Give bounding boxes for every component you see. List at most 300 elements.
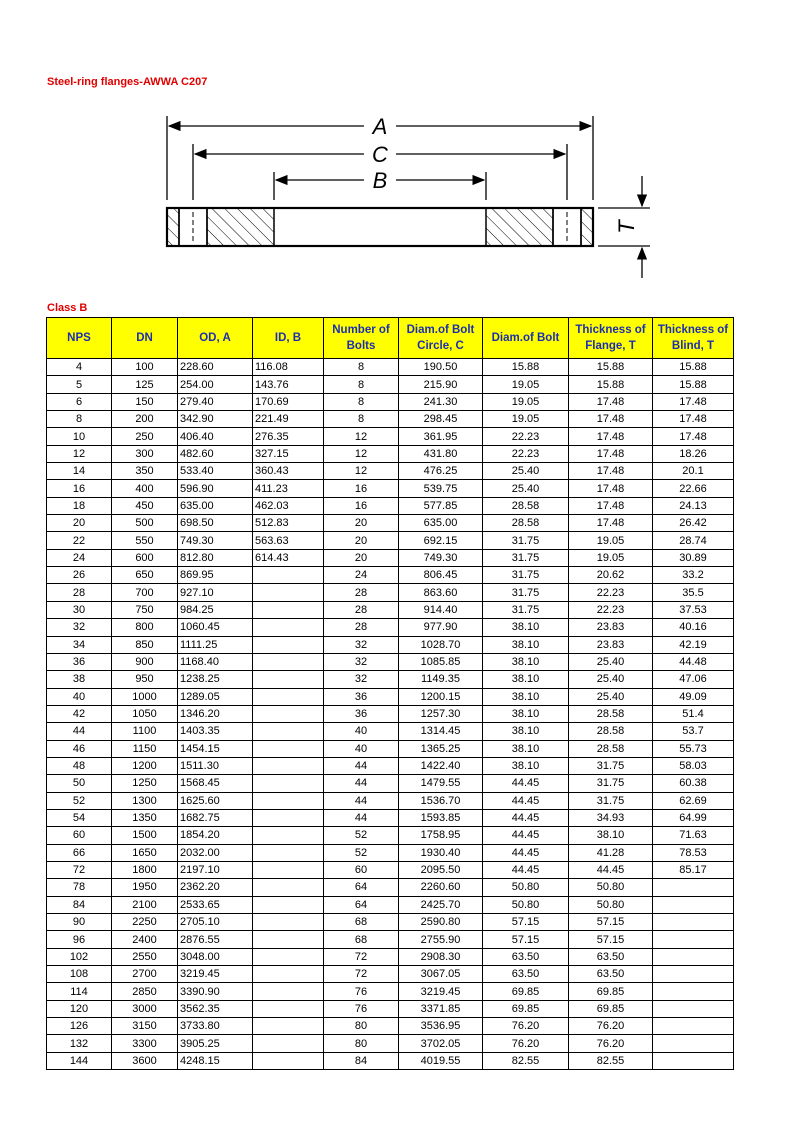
cell-od: 1682.75 (178, 809, 253, 826)
cell-bolts: 52 (324, 844, 399, 861)
cell-dn: 450 (112, 497, 178, 514)
cell-bolts: 28 (324, 619, 399, 636)
cell-dn: 650 (112, 567, 178, 584)
cell-dn: 800 (112, 619, 178, 636)
cell-bolts: 64 (324, 879, 399, 896)
cell-nps: 5 (47, 376, 112, 393)
cell-dn: 1300 (112, 792, 178, 809)
table-row (47, 896, 734, 913)
cell-od: 1238.25 (178, 671, 253, 688)
table-row (47, 671, 734, 688)
cell-bolt-diam: 38.10 (483, 740, 569, 757)
cell-flange-thickness: 34.93 (569, 809, 653, 826)
cell-bolt-circle: 1149.35 (399, 671, 483, 688)
cell-nps: 102 (47, 948, 112, 965)
cell-bolt-diam: 76.20 (483, 1018, 569, 1035)
cell-bolts: 8 (324, 376, 399, 393)
page-title: Steel-ring flanges-AWWA C207 (47, 76, 208, 88)
cell-bolts: 12 (324, 445, 399, 462)
cell-nps: 40 (47, 688, 112, 705)
cell-bolt-circle: 914.40 (399, 601, 483, 618)
cell-dn: 2700 (112, 966, 178, 983)
cell-blind-thickness: 47.06 (653, 671, 734, 688)
table-row (47, 792, 734, 809)
cell-dn: 1100 (112, 723, 178, 740)
cell-od: 3390.90 (178, 983, 253, 1000)
cell-bolt-circle: 1257.30 (399, 705, 483, 722)
cell-bolt-circle: 2755.90 (399, 931, 483, 948)
cell-bolt-diam: 28.58 (483, 515, 569, 532)
table-row (47, 931, 734, 948)
table-row (47, 532, 734, 549)
cell-bolt-circle: 361.95 (399, 428, 483, 445)
cell-bolt-diam: 44.45 (483, 861, 569, 878)
cell-od: 984.25 (178, 601, 253, 618)
cell-bolts: 44 (324, 757, 399, 774)
cell-nps: 90 (47, 914, 112, 931)
cell-bolt-diam: 44.45 (483, 827, 569, 844)
cell-nps: 114 (47, 983, 112, 1000)
cell-dn: 1950 (112, 879, 178, 896)
cell-bolt-diam: 28.58 (483, 497, 569, 514)
cell-dn: 1650 (112, 844, 178, 861)
cell-blind-thickness: 55.73 (653, 740, 734, 757)
cell-dn: 350 (112, 463, 178, 480)
cell-nps: 14 (47, 463, 112, 480)
cell-od: 2197.10 (178, 861, 253, 878)
cell-nps: 120 (47, 1000, 112, 1017)
cell-bolt-circle: 3702.05 (399, 1035, 483, 1052)
cell-id: 221.49 (253, 411, 324, 428)
cell-id (253, 636, 324, 653)
cell-dn: 550 (112, 532, 178, 549)
cell-flange-thickness: 23.83 (569, 619, 653, 636)
header-bolt-circle: Diam.of Bolt Circle, C (399, 318, 483, 359)
cell-dn: 250 (112, 428, 178, 445)
cell-flange-thickness: 28.58 (569, 705, 653, 722)
cell-bolts: 8 (324, 359, 399, 376)
cell-bolt-diam: 63.50 (483, 948, 569, 965)
cell-dn: 1800 (112, 861, 178, 878)
cell-id (253, 931, 324, 948)
cell-nps: 108 (47, 966, 112, 983)
header-bolt-diameter: Diam.of Bolt (483, 318, 569, 359)
cell-od: 2032.00 (178, 844, 253, 861)
cell-bolt-circle: 431.80 (399, 445, 483, 462)
cell-bolt-circle: 1085.85 (399, 653, 483, 670)
cell-flange-thickness: 23.83 (569, 636, 653, 653)
table-row (47, 966, 734, 983)
cell-bolt-diam: 44.45 (483, 775, 569, 792)
cell-bolt-circle: 2260.60 (399, 879, 483, 896)
header-number-of-bolts: Number of Bolts (324, 318, 399, 359)
cell-nps: 12 (47, 445, 112, 462)
cell-id: 462.03 (253, 497, 324, 514)
cell-flange-thickness: 17.48 (569, 515, 653, 532)
cell-bolts: 40 (324, 723, 399, 740)
cell-dn: 3300 (112, 1035, 178, 1052)
cell-flange-thickness: 28.58 (569, 740, 653, 757)
cell-id: 411.23 (253, 480, 324, 497)
cell-od: 3562.35 (178, 1000, 253, 1017)
table-row (47, 411, 734, 428)
cell-id (253, 966, 324, 983)
cell-blind-thickness: 30.89 (653, 549, 734, 566)
cell-id (253, 688, 324, 705)
cell-bolts: 76 (324, 1000, 399, 1017)
cell-bolts: 84 (324, 1052, 399, 1069)
cell-blind-thickness: 58.03 (653, 757, 734, 774)
table-row (47, 376, 734, 393)
table-row (47, 914, 734, 931)
cell-flange-thickness: 25.40 (569, 688, 653, 705)
cell-bolts: 72 (324, 948, 399, 965)
table-row (47, 775, 734, 792)
cell-od: 3733.80 (178, 1018, 253, 1035)
cell-od: 1625.60 (178, 792, 253, 809)
cell-blind-thickness: 42.19 (653, 636, 734, 653)
cell-bolt-diam: 22.23 (483, 428, 569, 445)
cell-bolt-diam: 44.45 (483, 844, 569, 861)
table-row (47, 359, 734, 376)
cell-bolts: 52 (324, 827, 399, 844)
cell-nps: 60 (47, 827, 112, 844)
cell-od: 1111.25 (178, 636, 253, 653)
cell-flange-thickness: 31.75 (569, 792, 653, 809)
dimension-label-t: T (614, 220, 639, 234)
header-id: ID, B (253, 318, 324, 359)
cell-flange-thickness: 19.05 (569, 532, 653, 549)
cell-od: 482.60 (178, 445, 253, 462)
cell-id (253, 775, 324, 792)
cell-bolt-circle: 577.85 (399, 497, 483, 514)
cell-flange-thickness: 69.85 (569, 983, 653, 1000)
cell-dn: 150 (112, 393, 178, 410)
cell-nps: 50 (47, 775, 112, 792)
cell-bolt-diam: 22.23 (483, 445, 569, 462)
cell-blind-thickness (653, 914, 734, 931)
table-row (47, 1000, 734, 1017)
cell-bolts: 28 (324, 584, 399, 601)
cell-blind-thickness (653, 1000, 734, 1017)
cell-bolt-circle: 1479.55 (399, 775, 483, 792)
cell-flange-thickness: 76.20 (569, 1018, 653, 1035)
table-row (47, 601, 734, 618)
cell-bolt-diam: 38.10 (483, 723, 569, 740)
cell-dn: 3600 (112, 1052, 178, 1069)
cell-od: 1060.45 (178, 619, 253, 636)
cell-nps: 4 (47, 359, 112, 376)
cell-nps: 34 (47, 636, 112, 653)
cell-blind-thickness (653, 1035, 734, 1052)
cell-nps: 72 (47, 861, 112, 878)
cell-blind-thickness: 60.38 (653, 775, 734, 792)
cell-id: 116.08 (253, 359, 324, 376)
cell-bolt-circle: 241.30 (399, 393, 483, 410)
cell-bolts: 12 (324, 428, 399, 445)
cell-bolt-circle: 3067.05 (399, 966, 483, 983)
table-row (47, 948, 734, 965)
cell-nps: 6 (47, 393, 112, 410)
table-row (47, 827, 734, 844)
cell-dn: 1050 (112, 705, 178, 722)
cell-blind-thickness: 35.5 (653, 584, 734, 601)
cell-bolt-circle: 1422.40 (399, 757, 483, 774)
cell-dn: 2250 (112, 914, 178, 931)
cell-od: 3905.25 (178, 1035, 253, 1052)
cell-nps: 84 (47, 896, 112, 913)
cell-nps: 96 (47, 931, 112, 948)
cell-dn: 1350 (112, 809, 178, 826)
cell-blind-thickness: 28.74 (653, 532, 734, 549)
cell-flange-thickness: 57.15 (569, 914, 653, 931)
cell-bolts: 80 (324, 1018, 399, 1035)
table-row (47, 688, 734, 705)
cell-flange-thickness: 44.45 (569, 861, 653, 878)
cell-bolt-diam: 31.75 (483, 549, 569, 566)
cell-dn: 500 (112, 515, 178, 532)
cell-bolts: 44 (324, 775, 399, 792)
cell-bolt-diam: 50.80 (483, 879, 569, 896)
cell-flange-thickness: 38.10 (569, 827, 653, 844)
cell-id (253, 844, 324, 861)
cell-bolts: 40 (324, 740, 399, 757)
table-row (47, 1018, 734, 1035)
cell-blind-thickness: 85.17 (653, 861, 734, 878)
header-dn: DN (112, 318, 178, 359)
flange-cross-section-diagram (150, 108, 670, 283)
cell-nps: 30 (47, 601, 112, 618)
cell-dn: 3150 (112, 1018, 178, 1035)
cell-blind-thickness: 64.99 (653, 809, 734, 826)
cell-blind-thickness: 24.13 (653, 497, 734, 514)
table-row (47, 983, 734, 1000)
cell-od: 869.95 (178, 567, 253, 584)
cell-dn: 850 (112, 636, 178, 653)
cell-flange-thickness: 15.88 (569, 376, 653, 393)
cell-flange-thickness: 17.48 (569, 411, 653, 428)
cell-flange-thickness: 17.48 (569, 393, 653, 410)
cell-blind-thickness (653, 1052, 734, 1069)
cell-bolt-diam: 19.05 (483, 393, 569, 410)
cell-id: 143.76 (253, 376, 324, 393)
cell-blind-thickness (653, 983, 734, 1000)
cell-nps: 54 (47, 809, 112, 826)
class-label: Class B (47, 302, 88, 314)
cell-bolt-circle: 1930.40 (399, 844, 483, 861)
cell-bolt-circle: 4019.55 (399, 1052, 483, 1069)
cell-id (253, 1052, 324, 1069)
table-row (47, 445, 734, 462)
table-row (47, 844, 734, 861)
cell-blind-thickness: 53.7 (653, 723, 734, 740)
cell-bolt-circle: 215.90 (399, 376, 483, 393)
cell-od: 1289.05 (178, 688, 253, 705)
cell-bolt-diam: 31.75 (483, 584, 569, 601)
cell-bolts: 72 (324, 966, 399, 983)
cell-bolts: 16 (324, 497, 399, 514)
cell-bolt-circle: 3536.95 (399, 1018, 483, 1035)
cell-id (253, 601, 324, 618)
cell-nps: 10 (47, 428, 112, 445)
cell-dn: 1250 (112, 775, 178, 792)
cell-bolts: 20 (324, 549, 399, 566)
table-row (47, 463, 734, 480)
cell-bolt-diam: 38.10 (483, 619, 569, 636)
cell-bolt-circle: 1593.85 (399, 809, 483, 826)
table-row (47, 1052, 734, 1069)
cell-od: 927.10 (178, 584, 253, 601)
cell-nps: 38 (47, 671, 112, 688)
cell-bolt-circle: 977.90 (399, 619, 483, 636)
cell-bolt-diam: 38.10 (483, 653, 569, 670)
cell-od: 1568.45 (178, 775, 253, 792)
cell-id (253, 740, 324, 757)
table-row (47, 515, 734, 532)
cell-dn: 2550 (112, 948, 178, 965)
cell-bolt-diam: 76.20 (483, 1035, 569, 1052)
cell-bolts: 32 (324, 653, 399, 670)
flange-dimensions-table (46, 317, 734, 1070)
table-row (47, 428, 734, 445)
cell-blind-thickness: 17.48 (653, 411, 734, 428)
cell-nps: 44 (47, 723, 112, 740)
cell-flange-thickness: 63.50 (569, 966, 653, 983)
cell-blind-thickness: 20.1 (653, 463, 734, 480)
cell-dn: 950 (112, 671, 178, 688)
cell-bolt-diam: 63.50 (483, 966, 569, 983)
cell-dn: 3000 (112, 1000, 178, 1017)
cell-nps: 78 (47, 879, 112, 896)
cell-id (253, 879, 324, 896)
cell-od: 1403.35 (178, 723, 253, 740)
cell-bolt-diam: 38.10 (483, 671, 569, 688)
cell-nps: 8 (47, 411, 112, 428)
cell-bolt-diam: 69.85 (483, 983, 569, 1000)
cell-nps: 24 (47, 549, 112, 566)
cell-bolts: 64 (324, 896, 399, 913)
cell-bolt-diam: 25.40 (483, 463, 569, 480)
cell-nps: 42 (47, 705, 112, 722)
cell-blind-thickness (653, 896, 734, 913)
cell-od: 279.40 (178, 393, 253, 410)
cell-dn: 700 (112, 584, 178, 601)
cell-flange-thickness: 50.80 (569, 879, 653, 896)
cell-id (253, 1018, 324, 1035)
cell-nps: 22 (47, 532, 112, 549)
dimension-label-a: A (372, 114, 388, 139)
cell-bolt-diam: 25.40 (483, 480, 569, 497)
header-nps: NPS (47, 318, 112, 359)
cell-flange-thickness: 28.58 (569, 723, 653, 740)
cell-bolts: 8 (324, 411, 399, 428)
cell-id (253, 948, 324, 965)
cell-bolts: 20 (324, 532, 399, 549)
cell-od: 2362.20 (178, 879, 253, 896)
cell-bolt-circle: 190.50 (399, 359, 483, 376)
cell-od: 3048.00 (178, 948, 253, 965)
cell-od: 2876.55 (178, 931, 253, 948)
cell-dn: 125 (112, 376, 178, 393)
cell-blind-thickness (653, 879, 734, 896)
cell-id (253, 567, 324, 584)
cell-od: 228.60 (178, 359, 253, 376)
cell-od: 635.00 (178, 497, 253, 514)
cell-bolt-circle: 1200.15 (399, 688, 483, 705)
cell-bolt-circle: 692.15 (399, 532, 483, 549)
cell-od: 3219.45 (178, 966, 253, 983)
table-row (47, 1035, 734, 1052)
cell-id (253, 792, 324, 809)
cell-flange-thickness: 57.15 (569, 931, 653, 948)
cell-flange-thickness: 41.28 (569, 844, 653, 861)
cell-bolts: 36 (324, 705, 399, 722)
cell-blind-thickness: 15.88 (653, 359, 734, 376)
cell-flange-thickness: 31.75 (569, 775, 653, 792)
cell-flange-thickness: 50.80 (569, 896, 653, 913)
header-od: OD, A (178, 318, 253, 359)
cell-blind-thickness: 26.42 (653, 515, 734, 532)
dimension-label-c: C (372, 142, 388, 167)
cell-flange-thickness: 76.20 (569, 1035, 653, 1052)
cell-bolt-diam: 15.88 (483, 359, 569, 376)
cell-od: 698.50 (178, 515, 253, 532)
table-row (47, 393, 734, 410)
cell-od: 812.80 (178, 549, 253, 566)
cell-dn: 600 (112, 549, 178, 566)
cell-blind-thickness: 40.16 (653, 619, 734, 636)
cell-od: 1346.20 (178, 705, 253, 722)
cell-bolts: 76 (324, 983, 399, 1000)
table-row (47, 653, 734, 670)
table-row (47, 740, 734, 757)
table-row (47, 809, 734, 826)
cell-flange-thickness: 17.48 (569, 480, 653, 497)
cell-id: 276.35 (253, 428, 324, 445)
cell-bolt-circle: 3371.85 (399, 1000, 483, 1017)
cell-blind-thickness: 33.2 (653, 567, 734, 584)
cell-dn: 100 (112, 359, 178, 376)
cell-dn: 2400 (112, 931, 178, 948)
cell-od: 1854.20 (178, 827, 253, 844)
table-row (47, 567, 734, 584)
cell-id (253, 1035, 324, 1052)
cell-id: 327.15 (253, 445, 324, 462)
cell-bolt-circle: 1314.45 (399, 723, 483, 740)
cell-blind-thickness (653, 948, 734, 965)
cell-dn: 400 (112, 480, 178, 497)
cell-bolts: 20 (324, 515, 399, 532)
table-row (47, 723, 734, 740)
cell-bolt-circle: 863.60 (399, 584, 483, 601)
cell-id (253, 896, 324, 913)
cell-flange-thickness: 17.48 (569, 445, 653, 462)
cell-bolt-circle: 1365.25 (399, 740, 483, 757)
cell-blind-thickness (653, 1018, 734, 1035)
cell-bolt-diam: 50.80 (483, 896, 569, 913)
cell-flange-thickness: 31.75 (569, 757, 653, 774)
cell-nps: 144 (47, 1052, 112, 1069)
cell-blind-thickness: 49.09 (653, 688, 734, 705)
cell-nps: 52 (47, 792, 112, 809)
cell-nps: 16 (47, 480, 112, 497)
cell-id (253, 723, 324, 740)
cell-flange-thickness: 22.23 (569, 584, 653, 601)
cell-flange-thickness: 19.05 (569, 549, 653, 566)
cell-flange-thickness: 15.88 (569, 359, 653, 376)
cell-od: 254.00 (178, 376, 253, 393)
cell-bolts: 44 (324, 792, 399, 809)
